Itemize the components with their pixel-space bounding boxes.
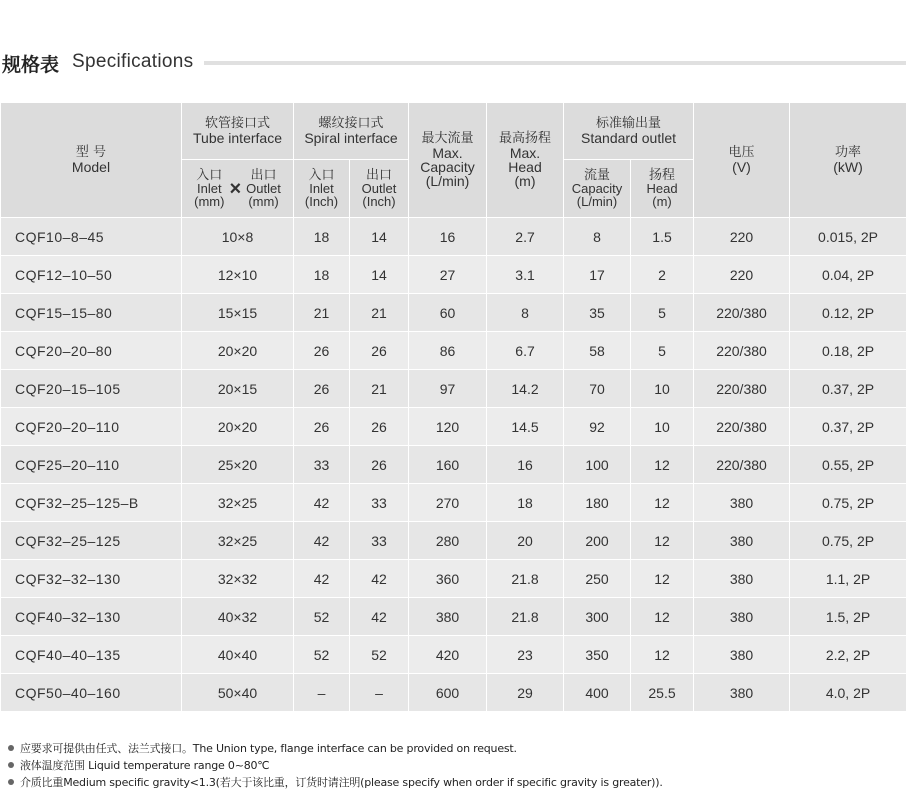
note-text: 应要求可提供由任式、法兰式接口。The Union type, flange interface can be provided on request. — [20, 741, 517, 755]
header-tube-inlet — [194, 169, 224, 208]
cell-std-capacity: 8 — [564, 218, 631, 256]
cell-tube-size: 10×8 — [182, 218, 294, 256]
cell-model: CQF20–15–105 — [1, 370, 182, 408]
cell-std-capacity: 400 — [564, 674, 631, 712]
cell-spiral-inlet: 18 — [294, 218, 350, 256]
cell-max-capacity: 120 — [409, 408, 487, 446]
header-tube-interface — [182, 103, 294, 160]
bullet-icon — [8, 779, 14, 785]
cell-spiral-outlet: – — [350, 674, 409, 712]
header-tube-en: Tube interface — [193, 130, 282, 146]
spiral-inlet-unit: (Inch) — [304, 194, 339, 209]
header-model-cn: 型 号 — [75, 145, 107, 160]
header-max-capacity — [409, 103, 487, 218]
cell-max-head: 21.8 — [487, 598, 564, 636]
cell-std-capacity: 250 — [564, 560, 631, 598]
header-maxhead-cn: 最高扬程 — [499, 131, 552, 146]
section-title-bar — [0, 48, 906, 76]
stdhead-cn: 扬程 — [649, 168, 676, 183]
table-row — [1, 636, 906, 674]
note-text: 液体温度范围 Liquid temperature range 0~80℃ — [20, 758, 270, 772]
cell-std-capacity: 92 — [564, 408, 631, 446]
cell-model: CQF20–20–80 — [1, 332, 182, 370]
cell-power: 0.37, 2P — [790, 370, 906, 408]
cell-std-capacity: 350 — [564, 636, 631, 674]
cell-std-head: 10 — [631, 370, 694, 408]
cell-power: 0.55, 2P — [790, 446, 906, 484]
table-row — [1, 370, 906, 408]
cell-power: 0.75, 2P — [790, 484, 906, 522]
table-row — [1, 218, 906, 256]
cell-voltage: 380 — [694, 674, 790, 712]
cell-spiral-outlet: 52 — [350, 636, 409, 674]
cell-max-head: 20 — [487, 522, 564, 560]
cell-spiral-outlet: 21 — [350, 370, 409, 408]
cell-max-head: 14.2 — [487, 370, 564, 408]
table-row — [1, 522, 906, 560]
header-power-unit: (kW) — [833, 159, 863, 175]
tube-inlet-en: Inlet — [197, 181, 222, 196]
cell-spiral-inlet: 42 — [294, 522, 350, 560]
note-text: 介质比重Medium specific gravity<1.3(若大于该比重，订货时请注明(please specify when order if specific gravity is greater)). — [20, 775, 663, 789]
cell-tube-size: 32×25 — [182, 522, 294, 560]
stdcap-en: Capacity — [571, 181, 623, 196]
cell-power: 4.0, 2P — [790, 674, 906, 712]
spiral-outlet-en: Outlet — [361, 181, 397, 196]
cell-max-head: 16 — [487, 446, 564, 484]
cell-max-capacity: 380 — [409, 598, 487, 636]
cell-std-capacity: 100 — [564, 446, 631, 484]
header-power — [790, 103, 906, 218]
cell-voltage: 220/380 — [694, 332, 790, 370]
cell-std-capacity: 17 — [564, 256, 631, 294]
cell-spiral-outlet: 26 — [350, 408, 409, 446]
cell-max-head: 8 — [487, 294, 564, 332]
cell-tube-size: 40×40 — [182, 636, 294, 674]
header-spiral-interface — [294, 103, 409, 160]
cell-model: CQF12–10–50 — [1, 256, 182, 294]
header-maxcap-en1: Max. — [432, 145, 463, 161]
header-standard-outlet — [564, 103, 694, 160]
cell-max-capacity: 600 — [409, 674, 487, 712]
cell-voltage: 220 — [694, 256, 790, 294]
cell-max-head: 3.1 — [487, 256, 564, 294]
cell-spiral-inlet: 42 — [294, 560, 350, 598]
cell-power: 1.5, 2P — [790, 598, 906, 636]
header-maxhead-unit: (m) — [514, 173, 536, 189]
note-item — [8, 756, 898, 773]
header-voltage — [694, 103, 790, 218]
cell-max-head: 6.7 — [487, 332, 564, 370]
title-divider — [204, 61, 906, 65]
tube-outlet-unit: (mm) — [248, 194, 279, 209]
table-body — [1, 218, 906, 712]
header-voltage-cn: 电压 — [728, 145, 755, 160]
header-maxcap-en2: Capacity — [420, 159, 475, 175]
cell-spiral-inlet: 26 — [294, 332, 350, 370]
cell-tube-size: 40×32 — [182, 598, 294, 636]
cell-std-capacity: 35 — [564, 294, 631, 332]
cell-max-capacity: 280 — [409, 522, 487, 560]
cell-max-head: 29 — [487, 674, 564, 712]
cell-voltage: 220/380 — [694, 294, 790, 332]
cell-max-capacity: 86 — [409, 332, 487, 370]
header-spiral-en: Spiral interface — [304, 130, 398, 146]
tube-inlet-unit: (mm) — [194, 194, 225, 209]
cell-max-head: 2.7 — [487, 218, 564, 256]
cell-power: 0.12, 2P — [790, 294, 906, 332]
cell-spiral-outlet: 21 — [350, 294, 409, 332]
header-spiral-cn: 螺纹接口式 — [318, 116, 384, 131]
cell-std-head: 12 — [631, 446, 694, 484]
header-maxhead-en1: Max. — [509, 145, 541, 161]
header-maxhead-en2: Head — [508, 159, 542, 175]
title-chinese: 规格表 — [2, 54, 60, 76]
cell-tube-size: 20×20 — [182, 408, 294, 446]
header-std-head — [631, 160, 694, 218]
cell-std-head: 5 — [631, 294, 694, 332]
cell-std-capacity: 180 — [564, 484, 631, 522]
header-tube-outlet — [246, 169, 281, 208]
header-voltage-unit: (V) — [732, 159, 751, 175]
cell-voltage: 380 — [694, 560, 790, 598]
cell-spiral-inlet: 26 — [294, 408, 350, 446]
cell-spiral-inlet: 21 — [294, 294, 350, 332]
spiral-outlet-unit: (Inch) — [362, 194, 396, 209]
cell-max-capacity: 27 — [409, 256, 487, 294]
header-max-head — [487, 103, 564, 218]
cell-power: 0.015, 2P — [790, 218, 906, 256]
cell-max-head: 21.8 — [487, 560, 564, 598]
cell-model: CQF40–40–135 — [1, 636, 182, 674]
cell-voltage: 380 — [694, 598, 790, 636]
tube-inlet-cn: 入口 — [196, 168, 223, 183]
table-row — [1, 446, 906, 484]
cell-std-capacity: 200 — [564, 522, 631, 560]
cell-spiral-inlet: 52 — [294, 636, 350, 674]
cell-spiral-outlet: 33 — [350, 484, 409, 522]
cell-voltage: 380 — [694, 484, 790, 522]
header-spiral-inlet — [294, 160, 350, 218]
cell-power: 0.75, 2P — [790, 522, 906, 560]
header-model-en: Model — [71, 159, 111, 175]
cell-model: CQF25–20–110 — [1, 446, 182, 484]
header-std-cn: 标准输出量 — [596, 116, 662, 131]
cell-spiral-outlet: 42 — [350, 560, 409, 598]
cell-std-head: 5 — [631, 332, 694, 370]
header-spiral-outlet — [350, 160, 409, 218]
cell-spiral-outlet: 33 — [350, 522, 409, 560]
cell-max-capacity: 160 — [409, 446, 487, 484]
cell-model: CQF15–15–80 — [1, 294, 182, 332]
header-tube-sub — [182, 160, 294, 218]
cell-max-head: 14.5 — [487, 408, 564, 446]
cell-spiral-outlet: 26 — [350, 446, 409, 484]
table-row — [1, 332, 906, 370]
stdcap-cn: 流量 — [584, 168, 611, 183]
table-row — [1, 560, 906, 598]
cell-std-head: 12 — [631, 598, 694, 636]
cell-tube-size: 25×20 — [182, 446, 294, 484]
cell-voltage: 220/380 — [694, 370, 790, 408]
bullet-icon — [8, 762, 14, 768]
cell-std-head: 10 — [631, 408, 694, 446]
cell-voltage: 220 — [694, 218, 790, 256]
table-row — [1, 598, 906, 636]
cell-spiral-outlet: 14 — [350, 256, 409, 294]
stdhead-en: Head — [646, 181, 678, 196]
cell-power: 0.18, 2P — [790, 332, 906, 370]
cell-spiral-inlet: 26 — [294, 370, 350, 408]
cell-spiral-inlet: 18 — [294, 256, 350, 294]
cell-spiral-inlet: – — [294, 674, 350, 712]
cell-std-capacity: 58 — [564, 332, 631, 370]
cell-tube-size: 32×32 — [182, 560, 294, 598]
cell-power: 0.37, 2P — [790, 408, 906, 446]
cell-std-capacity: 300 — [564, 598, 631, 636]
cell-std-head: 12 — [631, 484, 694, 522]
cell-spiral-outlet: 14 — [350, 218, 409, 256]
header-maxcap-cn: 最大流量 — [421, 131, 474, 146]
cell-spiral-inlet: 52 — [294, 598, 350, 636]
stdhead-unit: (m) — [652, 194, 672, 209]
cell-voltage: 220/380 — [694, 446, 790, 484]
cell-std-head: 1.5 — [631, 218, 694, 256]
cell-model: CQF50–40–160 — [1, 674, 182, 712]
table-row — [1, 256, 906, 294]
cell-std-head: 12 — [631, 560, 694, 598]
cell-power: 1.1, 2P — [790, 560, 906, 598]
cell-spiral-inlet: 33 — [294, 446, 350, 484]
cell-std-head: 25.5 — [631, 674, 694, 712]
cell-spiral-outlet: 42 — [350, 598, 409, 636]
cell-std-head: 12 — [631, 636, 694, 674]
cell-power: 2.2, 2P — [790, 636, 906, 674]
cell-model: CQF32–25–125 — [1, 522, 182, 560]
cell-std-capacity: 70 — [564, 370, 631, 408]
cell-max-capacity: 360 — [409, 560, 487, 598]
table-row — [1, 484, 906, 522]
table-row — [1, 294, 906, 332]
title-english: Specifications — [72, 51, 194, 72]
cell-voltage: 220/380 — [694, 408, 790, 446]
header-model — [1, 103, 182, 218]
cell-tube-size: 20×20 — [182, 332, 294, 370]
cell-power: 0.04, 2P — [790, 256, 906, 294]
cell-model: CQF32–32–130 — [1, 560, 182, 598]
specifications-table — [0, 102, 906, 712]
cell-max-capacity: 270 — [409, 484, 487, 522]
cell-max-capacity: 16 — [409, 218, 487, 256]
cell-model: CQF10–8–45 — [1, 218, 182, 256]
times-sign: × — [229, 177, 242, 200]
cell-model: CQF20–20–110 — [1, 408, 182, 446]
cell-tube-size: 32×25 — [182, 484, 294, 522]
cell-tube-size: 20×15 — [182, 370, 294, 408]
cell-spiral-inlet: 42 — [294, 484, 350, 522]
header-tube-cn: 软管接口式 — [204, 116, 270, 131]
stdcap-unit: (L/min) — [576, 194, 618, 209]
cell-max-capacity: 420 — [409, 636, 487, 674]
spiral-inlet-cn: 入口 — [308, 168, 335, 183]
tube-outlet-cn: 出口 — [250, 168, 277, 183]
cell-std-head: 12 — [631, 522, 694, 560]
cell-tube-size: 50×40 — [182, 674, 294, 712]
spiral-inlet-en: Inlet — [309, 181, 334, 196]
cell-max-capacity: 97 — [409, 370, 487, 408]
note-item — [8, 773, 898, 790]
notes-list — [8, 739, 898, 790]
header-std-en: Standard outlet — [581, 130, 676, 146]
cell-voltage: 380 — [694, 522, 790, 560]
cell-tube-size: 12×10 — [182, 256, 294, 294]
cell-std-head: 2 — [631, 256, 694, 294]
header-std-capacity — [564, 160, 631, 218]
table-row — [1, 674, 906, 712]
header-maxcap-unit: (L/min) — [425, 173, 470, 189]
table-row — [1, 408, 906, 446]
header-power-cn: 功率 — [835, 145, 862, 160]
cell-model: CQF32–25–125–B — [1, 484, 182, 522]
cell-max-head: 18 — [487, 484, 564, 522]
spiral-outlet-cn: 出口 — [366, 168, 393, 183]
cell-spiral-outlet: 26 — [350, 332, 409, 370]
note-item — [8, 739, 898, 756]
cell-model: CQF40–32–130 — [1, 598, 182, 636]
tube-outlet-en: Outlet — [246, 181, 281, 196]
bullet-icon — [8, 745, 14, 751]
cell-max-head: 23 — [487, 636, 564, 674]
cell-voltage: 380 — [694, 636, 790, 674]
cell-max-capacity: 60 — [409, 294, 487, 332]
cell-tube-size: 15×15 — [182, 294, 294, 332]
